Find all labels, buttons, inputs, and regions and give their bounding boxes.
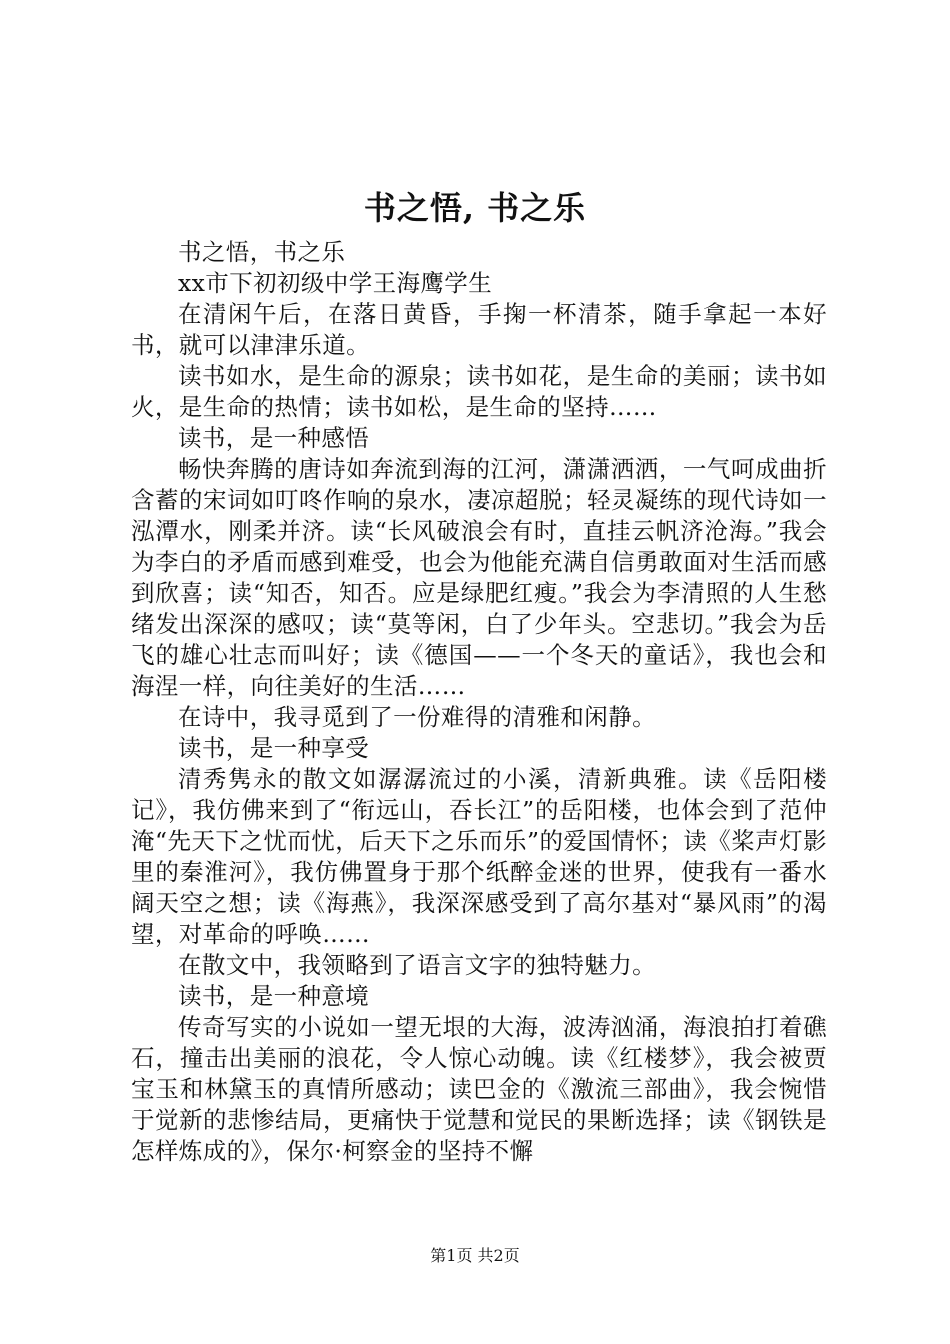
page-number-footer: 第1页 共2页 [430, 1246, 520, 1265]
paragraph-subtitle: 书之悟，书之乐 [178, 238, 346, 266]
paragraph: 传奇写实的小说如一望无垠的大海，波涛汹涌，海浪拍打着礁石，撞击出美丽的浪花，令人惊心动魄。读《红楼梦》，我会被贾宝玉和林黛玉的真情所感动；读巴金的《激流三部曲》，我会惋惜于觉新的悲惨结局，更痛快于觉慧和觉民的果断选择；读《钢铁是怎样炼成的》，保尔·柯察金的坚持不懈 [131, 1013, 827, 1165]
paragraph: 在诗中，我寻觅到了一份难得的清雅和闲静。 [178, 703, 656, 731]
section-heading: 读书，是一种感悟 [178, 424, 370, 452]
paragraph: 读书如水，是生命的源泉；读书如花，是生命的美丽；读书如火，是生命的热情；读书如松，是生命的坚持…… [131, 362, 827, 421]
paragraph: 在清闲午后，在落日黄昏，手掬一杯清茶，随手拿起一本好书，就可以津津乐道。 [131, 300, 827, 359]
section-heading: 读书，是一种享受 [178, 734, 370, 762]
section-heading: 读书，是一种意境 [178, 982, 370, 1010]
document-title: 书之悟, 书之乐 [363, 189, 587, 227]
paragraph: 畅快奔腾的唐诗如奔流到海的江河，潇潇洒洒，一气呵成曲折含蓄的宋词如叮咚作响的泉水，凄凉超脱；轻灵凝练的现代诗如一泓潭水，刚柔并济。读“长风破浪会有时，直挂云帆济沧海。”我会为李白的矛盾而感到难受，也会为他能充满自信勇敢面对生活而感到欣喜；读“知否，知否。应是绿肥红瘦。”我会为李清照的人生愁绪发出深深的感叹；读“莫等闲，白了少年头。空悲切。”我会为岳飞的雄心壮志而叫好；读《德国——一个冬天的童话》，我也会和海涅一样，向往美好的生活…… [131, 455, 827, 700]
paragraph: 在散文中，我领略到了语言文字的独特魅力。 [178, 951, 656, 979]
document-body [131, 237, 827, 1167]
paragraph: 清秀隽永的散文如潺潺流过的小溪，清新典雅。读《岳阳楼记》，我仿佛来到了“衔远山，吞长江”的岳阳楼，也体会到了范仲淹“先天下之忧而忧，后天下之乐而乐”的爱国情怀；读《桨声灯影里的秦淮河》，我仿佛置身于那个纸醉金迷的世界，使我有一番水阔天空之想；读《海燕》，我深深感受到了高尔基对“暴风雨”的渴望，对革命的呼唤…… [131, 765, 827, 948]
paragraph-author: xx市下初初级中学王海鹰学生 [178, 269, 493, 297]
